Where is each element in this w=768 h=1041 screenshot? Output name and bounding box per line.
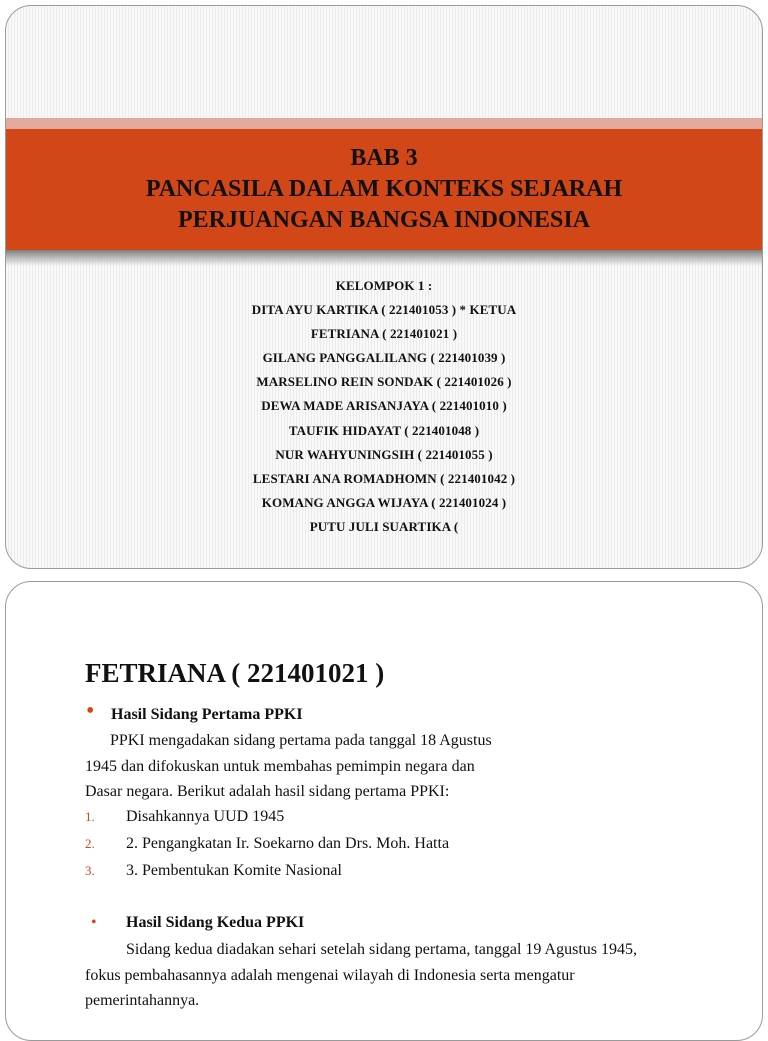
title-slide: [5, 5, 763, 569]
member-item: NUR WAHYUNINGSIH ( 221401055 ): [275, 446, 493, 462]
list-number: 3.: [85, 863, 95, 878]
list-number: 1.: [85, 809, 95, 824]
member-item: PUTU JULI SUARTIKA (: [309, 518, 459, 534]
member-item: MARSELINO REIN SONDAK ( 221401026 ): [256, 374, 512, 390]
member-item: KOMANG ANGGA WIJAYA ( 221401024 ): [261, 494, 507, 510]
member-item: FETRIANA ( 221401021 ): [310, 326, 458, 342]
list-item: [85, 833, 449, 855]
paragraph-line: PPKI mengadakan sidang pertama pada tanggal 18 Agustus: [110, 732, 492, 749]
member-item: GILANG PANGGALILANG ( 221401039 ): [262, 350, 506, 366]
list-number: 2.: [85, 836, 95, 851]
title-band: [6, 129, 762, 250]
bullet-icon: •: [91, 914, 97, 931]
slide-heading: FETRIANA ( 221401021 ): [85, 658, 385, 688]
paragraph-line: Sidang kedua diadakan sehari setelah sidang pertama, tanggal 19 Agustus 1945,: [126, 941, 637, 958]
band-shadow: [6, 250, 762, 266]
list-text: Disahkannya UUD 1945: [126, 808, 285, 825]
list-text: 3. Pembentukan Komite Nasional: [126, 862, 342, 879]
chapter-label: BAB 3: [350, 145, 418, 171]
paragraph-line: pemerintahannya.: [85, 992, 200, 1009]
list-text: 2. Pengangkatan Ir. Soekarno dan Drs. Moh. Hatta: [126, 835, 450, 852]
paragraph-line: 1945 dan difokuskan untuk membahas pemimpin negara dan: [85, 757, 475, 775]
paragraph-line: Dasar negara. Berikut adalah hasil sidang pertama PPKI:: [85, 783, 450, 800]
member-item: DEWA MADE ARISANJAYA ( 221401010 ): [261, 398, 507, 414]
group-label: KELOMPOK 1 :: [335, 278, 433, 293]
section-title: Hasil Sidang Pertama PPKI: [111, 706, 303, 723]
slide-title-line-2: PERJUANGAN BANGSA INDONESIA: [177, 207, 591, 233]
paragraph-line: fokus pembahasannya adalah mengenai wilayah di Indonesia serta mengatur: [85, 966, 575, 984]
slide-content: [6, 582, 762, 1040]
list-item: [85, 860, 342, 882]
slide-title-line-1: PANCASILA DALAM KONTEKS SEJARAH: [145, 176, 623, 202]
bullet-icon: •: [86, 698, 95, 724]
section-paragraph: [85, 937, 637, 1014]
content-slide: [5, 581, 763, 1041]
member-list: [6, 274, 762, 539]
section-title: Hasil Sidang Kedua PPKI: [126, 914, 305, 931]
section-paragraph: [85, 728, 492, 805]
accent-strip: [6, 118, 762, 129]
list-item: [85, 806, 284, 828]
member-item: DITA AYU KARTIKA ( 221401053 ) * KETUA: [251, 302, 517, 318]
member-item: LESTARI ANA ROMADHOMN ( 221401042 ): [252, 470, 516, 486]
member-item: TAUFIK HIDAYAT ( 221401048 ): [288, 422, 480, 438]
